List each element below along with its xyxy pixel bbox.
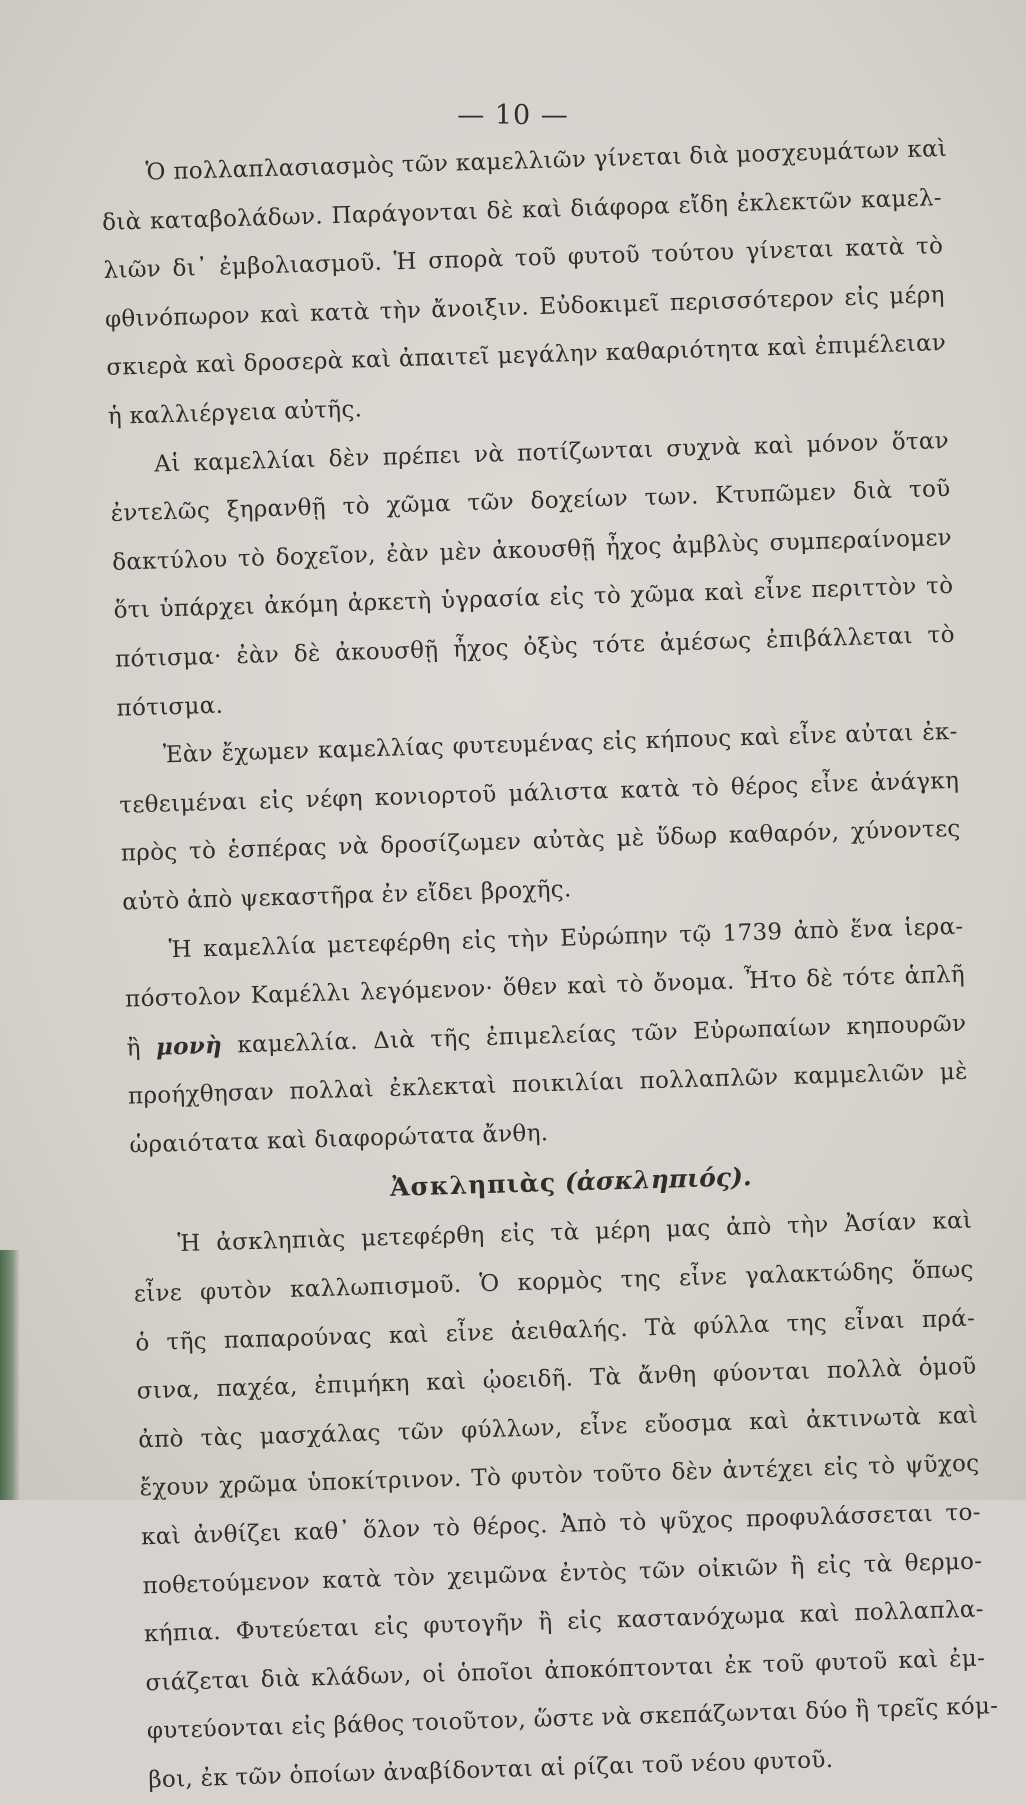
text-line: πότισμα. — [116, 692, 224, 722]
text-line: ἢ μονὴ καμελλία. Διὰ τῆς ἐπιμελείας τῶν Εὐρωπαίων κηπουρῶν — [126, 1010, 967, 1062]
text-line: πότισμα· ἐὰν δὲ ἀκουσθῇ ἦχος ὀξὺς τότε ἀμέσως ἐπιβάλλεται τὸ — [114, 621, 956, 673]
text-line: πρὸς τὸ ἑσπέρας νὰ δροσίζωμεν αὐτὰς μὲ ὕδωρ καθαρόν, χύνοντες — [120, 816, 961, 867]
paragraph-camellia-history — [123, 902, 970, 1170]
paragraph-camellia-outdoor — [117, 708, 962, 927]
text-line: σινα, παχέα, ἐπιμήκη καὶ ᾠοειδῆ. Τὰ ἄνθη φύονται πολλὰ ὁμοῦ — [136, 1353, 977, 1405]
text-line: πόστολον Καμέλλι λεγόμενον· ὅθεν καὶ τὸ ὄνομα. Ἦτο δὲ τότε ἁπλῆ — [124, 961, 966, 1013]
text-line: ἔχουν χρῶμα ὑποκίτρινον. Τὸ φυτὸν τοῦτο δὲν ἀντέχει εἰς τὸ ψῦχος — [139, 1450, 980, 1502]
text-line: ὅτι ὑπάρχει ἀκόμη ἀρκετὴ ὑγρασία εἰς τὸ χῶμα καὶ εἶνε περιττὸν τὸ — [113, 573, 954, 625]
heading-parenthetical: (ἀσκληπιός). — [564, 1162, 752, 1198]
body-text — [100, 125, 999, 1805]
text-line: Ἐὰν ἔχωμεν καμελλίας φυτευμένας εἰς κήπους καὶ εἶνε αὐται ἐκ- — [162, 718, 959, 769]
text-line: ποθετούμενον κατὰ τὸν χειμῶνα ἐντὸς τῶν οἰκιῶν ἢ εἰς τὰ θερμο- — [142, 1548, 983, 1599]
text-line: ἡ καλλιέργεια αὐτῆς. — [107, 396, 363, 430]
text-line: φθινόπωρον καὶ κατὰ τὴν ἄνοιξιν. Εὐδοκιμεῖ περισσότερον εἰς μέρη — [104, 281, 946, 333]
text-line: κήπια. Φυτεύεται εἰς φυτογῆν ἢ εἰς καστανόχωμα καὶ πολλαπλα- — [143, 1596, 985, 1648]
text-line: προήχθησαν πολλαὶ ἐκλεκταὶ ποικιλίαι πολλαπλῶν καμμελιῶν μὲ — [127, 1058, 969, 1110]
emphasized-word: μονὴ — [155, 1031, 223, 1061]
text-line: σιάζεται διὰ κλάδων, οἱ ὁποῖοι ἀποκόπτονται ἐκ τοῦ φυτοῦ καὶ ἐμ- — [145, 1645, 986, 1697]
text-line: Αἱ καμελλίαι δὲν πρέπει νὰ ποτίζωνται συχνὰ καὶ μόνον ὅταν — [153, 427, 950, 478]
page-edge-shadow — [0, 1250, 20, 1500]
text-line: καὶ ἀνθίζει καθ᾽ ὅλον τὸ θέρος. Ἀπὸ τὸ ψῦχος προφυλάσσεται το- — [140, 1499, 982, 1551]
text-line: εἶνε φυτὸν καλλωπισμοῦ. Ὁ κορμὸς της εἶνε γαλακτώδης ὅπως — [133, 1256, 974, 1308]
text-line: αὐτὸ ἀπὸ ψεκαστῆρα ἐν εἴδει βροχῆς. — [121, 876, 572, 916]
text-line: ὡραιότατα καὶ διαφορώτατα ἄνθη. — [129, 1120, 549, 1159]
text-line: ἀπὸ τὰς μασχάλας τῶν φύλλων, εἶνε εὔοσμα καὶ ἀκτινωτὰ καὶ — [137, 1402, 979, 1454]
text-line: φυτεύονται εἰς βάθος τοιοῦτον, ὥστε νὰ σκεπάζωνται δύο ἢ τρεῖς κόμ- — [146, 1693, 999, 1745]
text-line: διὰ καταβολάδων. Παράγονται δὲ καὶ διάφορα εἴδη ἐκλεκτῶν καμελ- — [101, 184, 943, 236]
text-line: τεθειμέναι εἰς νέφη κονιορτοῦ μάλιστα κατὰ τὸ θέρος εἶνε ἀνάγκη — [119, 767, 960, 819]
text-line: λιῶν δι᾽ ἐμβολιασμοῦ. Ἡ σπορὰ τοῦ φυτοῦ τούτου γίνεται κατὰ τὸ — [103, 233, 944, 285]
text-line: δακτύλου τὸ δοχεῖον, ἐὰν μὲν ἀκουσθῇ ἦχος ἀμβλὺς συμπεραίνομεν — [111, 524, 953, 576]
text-line: σκιερὰ καὶ δροσερὰ καὶ ἀπαιτεῖ μεγάλην καθαριότητα καὶ ἐπιμέλειαν — [106, 330, 947, 382]
text-line: Ἡ καμελλία μετεφέρθη εἰς τὴν Εὐρώπην τῷ 1739 ἀπὸ ἕνα ἱερα- — [168, 913, 964, 963]
text-line: Ὁ πολλαπλασιασμὸς τῶν καμελλιῶν γίνεται διὰ μοσχευμάτων καὶ — [145, 135, 948, 186]
heading-title: Ἀσκληπιὰς — [389, 1168, 557, 1203]
text-line: ἐντελῶς ξηρανθῇ τὸ χῶμα τῶν δοχείων των. Κτυπῶμεν διὰ τοῦ — [110, 476, 951, 527]
text-line: ὁ τῆς παπαρούνας καὶ εἶνε ἀειθαλής. Τὰ φύλλα της εἶναι πρά- — [135, 1305, 976, 1357]
paragraph-asclepias — [132, 1197, 999, 1805]
page-number: — 10 — — [457, 100, 569, 131]
text-line: Ἡ ἀσκληπιὰς μετεφέρθη εἰς τὰ μέρη μας ἀπὸ τὴν Ἀσίαν καὶ — [177, 1208, 973, 1258]
paragraph-camellia-propagation — [100, 125, 948, 441]
paragraph-camellia-watering — [109, 417, 957, 733]
text-line: βοι, ἐκ τῶν ὁποίων ἀναβίδονται αἱ ρίζαι τοῦ νέου φυτοῦ. — [147, 1746, 834, 1794]
